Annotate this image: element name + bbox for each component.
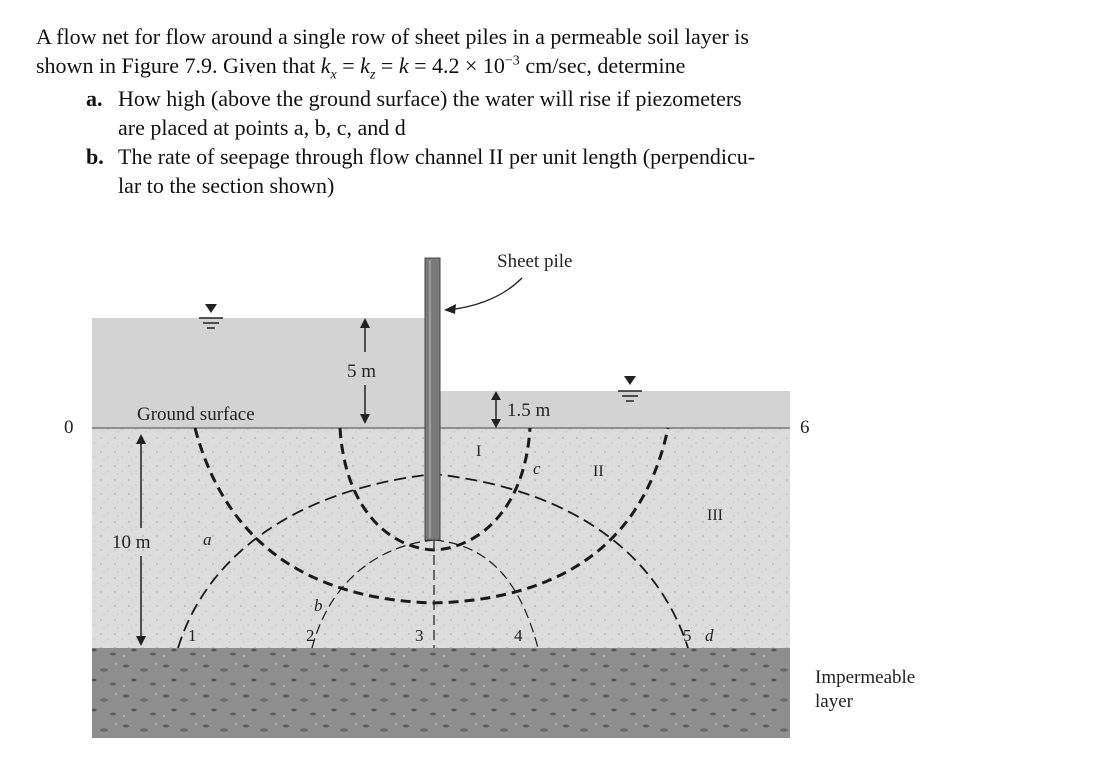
sheet-pile-arrow (446, 278, 522, 310)
line-number-3: 3 (415, 626, 424, 645)
k-value: = 4.2 × 10 (408, 53, 505, 78)
kx-subscript: x (330, 67, 337, 83)
impermeable-label-line-2: layer (815, 691, 853, 712)
part-a-line-1: How high (above the ground surface) the water will rise if piezometers (118, 86, 742, 111)
kx-symbol: k (320, 53, 331, 78)
channel-label-III: III (707, 507, 723, 524)
line-number-5: 5 (683, 626, 692, 645)
soil-texture (92, 428, 790, 648)
line-number-2: 2 (306, 626, 315, 645)
soil-depth-label: 10 m (112, 532, 151, 553)
sheet-pile (425, 258, 440, 540)
k-symbol: k (398, 53, 409, 78)
impermeable-texture (92, 648, 790, 738)
upstream-head-label: 5 m (347, 361, 377, 382)
equipotential-label-0: 0 (64, 417, 74, 438)
part-b-line-1: The rate of seepage through flow channel II per unit length (perpendicu- (118, 144, 756, 169)
part-a-letter: a. (86, 86, 103, 111)
point-d: d (705, 626, 714, 645)
line-number-4: 4 (514, 626, 523, 645)
equals-2: = (375, 53, 399, 78)
kz-subscript: z (369, 67, 376, 83)
part-b-letter: b. (86, 144, 104, 169)
part-a-line-2: are placed at points a, b, c, and d (118, 115, 406, 140)
part-b-line-2: lar to the section shown) (118, 173, 335, 198)
point-c: c (533, 459, 541, 478)
channel-label-II: II (593, 463, 604, 480)
k-units: cm/sec, determine (519, 53, 686, 78)
point-a: a (203, 530, 212, 549)
downstream-head-label: 1.5 m (507, 400, 551, 421)
line-number-1: 1 (188, 626, 197, 645)
point-b: b (314, 596, 323, 615)
ground-surface-label: Ground surface (137, 404, 255, 425)
channel-label-I: I (476, 443, 482, 460)
downstream-water (440, 391, 790, 428)
sheet-pile-label: Sheet pile (497, 251, 573, 272)
equals-1: = (336, 53, 361, 78)
intro-text: shown in Figure 7.9. Given that (36, 53, 321, 78)
k-exponent: −3 (504, 53, 520, 69)
sheet-pile-arrowhead (444, 304, 456, 314)
kz-symbol: k (360, 53, 370, 78)
intro-line-1: A flow net for flow around a single row of sheet piles in a permeable soil layer is (36, 24, 749, 49)
impermeable-label-line-1: Impermeable (815, 667, 916, 688)
equipotential-label-6: 6 (800, 417, 810, 438)
